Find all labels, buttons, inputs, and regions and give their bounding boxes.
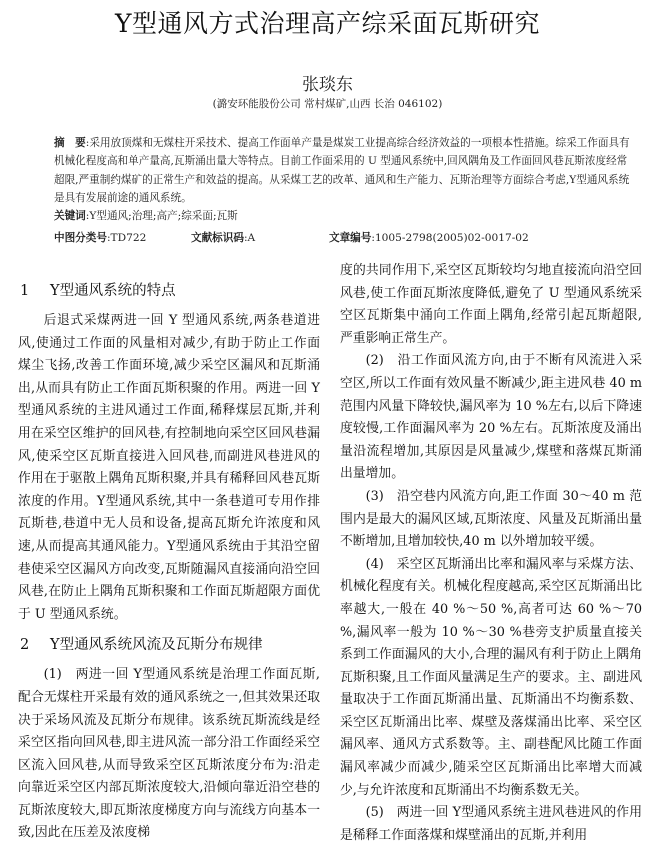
abstract [54,134,634,208]
abstract-label: 摘 要 [54,137,86,149]
author-affiliation: (潞安环能股份公司 常村煤矿,山西 长治 046102) [212,98,443,110]
paper-title: Y型通风方式治理高产综采面瓦斯研究 [114,9,540,38]
clc-number [54,230,191,245]
keywords-text: :Y型通风;治理;高产;综采面;瓦斯 [85,210,238,222]
article-no-label: 文章编号 [329,232,372,244]
author-name: 张琰东 [302,75,353,95]
clc-label: 中图分类号 [54,232,107,244]
clc-value: :TD722 [106,232,147,244]
section-2-item-1-continued: 度的共同作用下,采空区瓦斯较均匀地直接流向沿空回风巷,使工作面瓦斯浓度降低,避免了 U 型通风系统采空区瓦斯集中涌向工作面上隅角,经常引起瓦斯超限,严重影响正常生产。 [340,263,642,346]
doc-code-value: :A [243,232,256,244]
section-2-item-3: (3) 沿空巷内风流方向,距工作面 30～40 m 范围内是最大的漏风区域,瓦斯浓度、风量及瓦斯涌出量不断增加,且增加较快,40 m 以外增加较平缓。 [340,488,642,550]
keywords-label: 关键词 [54,210,86,222]
section-2-item-1-start: (1) 两进一回 Y型通风系统是治理工作面瓦斯,配合无煤柱开采最有效的通风系统之一,但其效果还取决于采场风流及瓦斯分布规律。该系统瓦斯流线是经采空区指向回风巷,即主进风流一部分沿工作面经采空区流入回风巷,从而导致采空区瓦斯浓度分布为:沿走向靠近采空区内部瓦斯浓度较大,沿倾向靠近沿空巷的瓦斯浓度较大,即瓦斯浓度梯度方向与流线方向基本一致,因此在压差及浓度梯 [18,667,320,841]
doc-code-label: 文献标识码 [191,232,244,244]
section-2-item-4: (4) 采空区瓦斯涌出比率和漏风率与采煤方法、机械化程度有关。机械化程度越高,采空区瓦斯涌出比率越大,一般在 40 %～50 %,高者可达 60 %～70 %,漏风率一般为 10 %～30 %巷旁支护质量直接关系到工作面漏风的大小,合理的漏风有利于防止上隅角瓦斯积聚,且工作面风量满足生产的要求。主、副进风量取决于工作面瓦斯涌出量、瓦斯涌出不均衡系数、采空区瓦斯涌出比率、煤壁及落煤涌出比率、采空区漏风率、通风方式系数等。主、副巷配风比随工作面漏风率减少而减少,随采空区瓦斯涌出比率增大而减少,与允许浓度和瓦斯涌出不均衡系数无关。 [340,556,642,798]
section-2-item-5: (5) 两进一回 Y型通风系统主进风巷进风的作用是稀释工作面落煤和煤壁涌出的瓦斯,并利用 [340,805,642,843]
section-1-title: Y型通风系统的特点 [50,283,176,299]
section-1-heading [18,280,320,302]
document-code [191,230,329,245]
right-column [340,260,642,847]
section-1-number: 1 [20,283,30,299]
article-no-value: :1005-2798(2005)02-0017-02 [371,232,529,244]
classification-info [54,230,634,245]
abstract-text: :采用放顶煤和无煤柱开采技术、提高工作面单产量是煤炭工业提高综合经济效益的一项根本性措施。综采工作面具有机械化程度高和单产量高,瓦斯涌出量大等特点。目前工作面采用的 U 型通风系统中,回风隅角及工作面回风巷瓦斯浓度经常超限,严重制约煤矿的正常生产和效益的提高。从采煤工艺的改革、通风和生产能力、瓦斯治理等方面综合考虑,Y型通风系统是具有发展前途的通风系统。 [54,137,630,205]
section-2-number: 2 [20,637,30,654]
keywords [54,208,238,223]
section-2-item-2: (2) 沿工作面风流方向,由于不断有风流进入采空区,所以工作面有效风量不断减少,距主进风巷 40 m 范围内风量下降较快,漏风率为 10 %左右,以后下降速度较慢,工作面漏风率为 20 %左右。瓦斯浓度及涌出量沿流程增加,其原因是风量减少,煤壁和落煤瓦斯涌出量增加。 [340,353,642,482]
article-number [329,230,529,245]
section-2-title: Y型通风系统风流及瓦斯分布规律 [50,637,263,654]
section-2-heading [18,634,320,656]
section-1-paragraph: 后退式采煤两进一回 Y 型通风系统,两条巷道进风,使通过工作面的风量相对减少,有助于防止工作面煤尘飞扬,改善工作面环境,减少采空区漏风和瓦斯涌出,从而具有防止工作面瓦斯积聚的作用。两进一回 Y型通风系统的主进风通过工作面,稀释煤层瓦斯,并利用在采空区维护的回风巷,有控制地向采空区回风巷漏风,使采空区瓦斯直接进入回风巷,而副进风巷进风的作用在于驱散上隅角瓦斯积聚,并具有稀释回风巷瓦斯浓度的作用。Y型通风系统,其中一条巷道可专用作排瓦斯巷,巷道中无人员和设备,提高瓦斯允许浓度和风速,从而提高其通风能力。Y型通风系统由于其沿空留巷使采空区漏风方向改变,瓦斯随漏风直接涌向沿空回风巷,在防止上隅角瓦斯积聚和工作面瓦斯超限方面优于 U 型通风系统。 [18,313,320,622]
left-column [18,280,320,845]
